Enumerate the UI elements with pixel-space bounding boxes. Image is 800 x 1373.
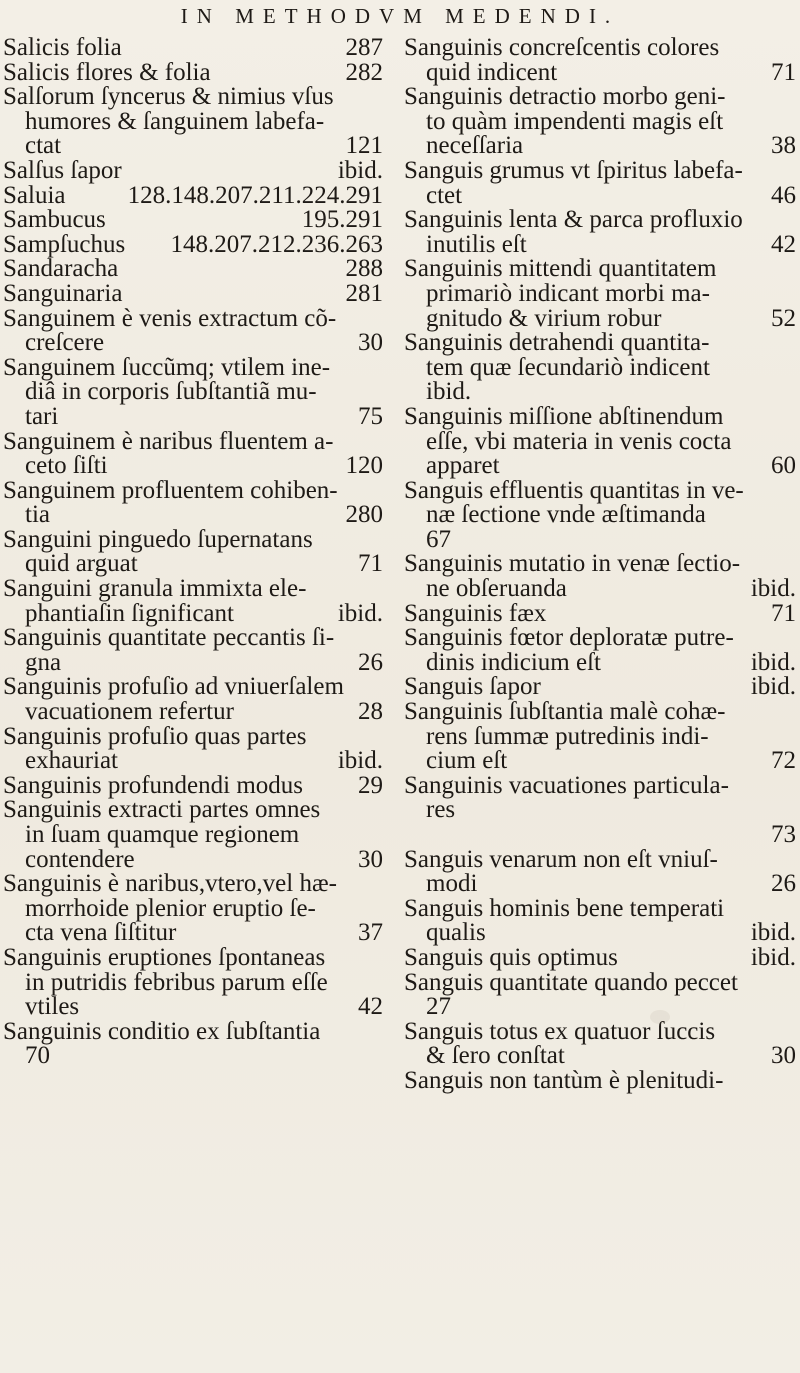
entry-headword: Sanguis effluentis quantitas in ve-	[404, 476, 744, 504]
entry-continuation: ctat	[25, 132, 62, 160]
entry-headword: Saluia	[3, 181, 66, 209]
index-entry	[3, 85, 383, 159]
entry-headword: Sanguinis miſſione abſtinendum	[404, 402, 724, 430]
entry-headword: Sanguis non tantùm è plenitudi-	[404, 1066, 724, 1094]
entry-headword: Sanguis quis optimus	[404, 943, 618, 971]
entry-continuation: gna	[25, 648, 62, 676]
entry-headword: Sanguinis profuſio quas partes	[3, 722, 307, 750]
entry-continuation: primariò indicant morbi ma-	[426, 279, 710, 307]
index-entry	[3, 181, 383, 209]
index-entry	[3, 798, 383, 872]
page-reference: 195.291	[301, 206, 383, 234]
entry-continuation: gnitudo & virium robur	[426, 304, 662, 332]
page-reference: 38	[771, 132, 796, 160]
entry-headword: Sanguinis profundendi modus	[3, 771, 303, 799]
page-reference: 30	[358, 329, 383, 357]
index-entry	[404, 1066, 796, 1094]
index-entry	[3, 279, 383, 307]
page-reference: 148.207.212.236.263	[170, 230, 383, 258]
entry-headword: Sanguini granula immixta ele-	[3, 575, 307, 603]
page-reference: 42	[358, 993, 383, 1021]
entry-continuation: in putridis febribus parum eſſe	[25, 968, 328, 996]
entry-continuation: cium eſt	[426, 747, 508, 775]
index-entry	[3, 722, 383, 775]
index-entry	[404, 402, 796, 480]
entry-headword: Sanguinem è naribus fluentem a-	[3, 427, 334, 455]
page-reference: 120	[345, 452, 383, 480]
entry-headword: Sanguinis vacuationes particula-	[404, 771, 729, 799]
entry-continuation: 27	[426, 993, 451, 1021]
page-reference: 71	[771, 58, 796, 86]
entry-headword: Sanguinis fœtor deploratæ putre-	[404, 624, 734, 652]
page-reference: 52	[771, 304, 796, 332]
entry-continuation: neceſſaria	[426, 132, 524, 160]
entry-headword: Salicis flores & folia	[3, 58, 211, 86]
index-entry	[3, 427, 383, 480]
page-reference: 287	[345, 34, 383, 61]
entry-continuation: vacuationem refertur	[25, 698, 234, 726]
paper-stain	[650, 1010, 670, 1024]
entry-headword: Sanguinis extracti partes omnes	[3, 796, 321, 824]
page-reference: 72	[771, 747, 796, 775]
entry-continuation: cta vena ſiſtitur	[25, 919, 177, 947]
running-header: IN METHODVM MEDENDI.	[180, 4, 620, 28]
entry-headword: Sanguinis mutatio in venæ ſectio-	[404, 550, 741, 578]
entry-headword: Sanguis ſapor	[404, 673, 541, 701]
index-entry	[3, 476, 383, 529]
entry-headword: Sanguinis profuſio ad vniuerſalem	[3, 673, 344, 701]
index-entry	[404, 331, 796, 405]
index-entry	[3, 353, 383, 430]
page-reference: ibid.	[337, 156, 383, 184]
page-reference: 280	[345, 501, 383, 529]
entry-continuation: exhauriat	[25, 747, 119, 775]
index-entry	[3, 58, 383, 86]
index-entry	[3, 208, 383, 233]
page-reference: ibid.	[750, 943, 796, 971]
page-reference: 282	[345, 58, 383, 86]
index-entry	[404, 968, 796, 1021]
entry-continuation: eſſe, vbi materia in venis cocta	[426, 427, 732, 455]
entry-continuation: quid arguat	[25, 550, 138, 578]
page-reference: 29	[358, 771, 383, 799]
entry-continuation: 70	[25, 1042, 50, 1070]
entry-continuation: vtiles	[25, 993, 80, 1021]
index-entry	[3, 771, 383, 799]
entry-continuation: & ſero conſtat	[426, 1042, 565, 1070]
entry-headword: Sanguis quantitate quando peccet	[404, 968, 738, 996]
entry-headword: Sanguinem profluentem cohiben-	[3, 476, 338, 504]
entry-continuation: contendere	[25, 845, 135, 873]
page-reference: ibid.	[750, 648, 796, 676]
index-entry	[404, 675, 796, 700]
page-reference: 26	[358, 648, 383, 676]
page-reference: 121	[345, 132, 383, 160]
entry-continuation: phantiaſin ſignificant	[25, 599, 234, 627]
index-entry	[404, 771, 796, 848]
index-entry	[404, 1017, 796, 1070]
entry-continuation: in ſuam quamque regionem	[25, 821, 300, 848]
entry-headword: Sandaracha	[3, 255, 119, 283]
index-entry	[3, 36, 383, 61]
entry-headword: Sanguinis fæx	[404, 599, 547, 627]
index-entry	[404, 85, 796, 159]
index-entry	[3, 577, 383, 626]
entry-headword: Sanguinis eruptiones ſpontaneas	[3, 943, 326, 971]
index-entry	[404, 36, 796, 85]
entry-continuation: tem quæ ſecundariò indicent	[426, 353, 710, 381]
entry-headword: Sanguinis quantitate peccantis ſi-	[3, 624, 335, 652]
index-entry	[3, 626, 383, 675]
entry-continuation: creſcere	[25, 329, 105, 357]
entry-continuation: modi	[426, 870, 478, 898]
index-column-left	[3, 36, 383, 1069]
entry-continuation: morrhoide plenior eruptio ſe-	[25, 894, 316, 922]
page-reference: ibid.	[750, 673, 796, 701]
entry-continuation: humores & ſanguinem labefa-	[25, 107, 325, 135]
page-reference: 128.148.207.211.224.291	[127, 181, 383, 209]
entry-continuation: rens ſummæ putredinis indi-	[426, 722, 709, 750]
index-entry	[3, 525, 383, 578]
index-entry	[3, 872, 383, 946]
index-entry	[404, 894, 796, 947]
page-reference: 71	[358, 550, 383, 578]
index-entry	[404, 257, 796, 331]
entry-continuation: diâ in corporis ſubſtantiã mu-	[25, 378, 317, 406]
entry-headword: Sanguinis lenta & parca profluxio	[404, 206, 743, 234]
entry-continuation: res	[426, 796, 456, 824]
entry-headword: Sanguini pinguedo ſupernatans	[3, 525, 313, 553]
entry-continuation: qualis	[426, 919, 486, 947]
entry-headword: Salſorum ſyncerus & nimius vſus	[3, 83, 334, 111]
entry-continuation: ceto ſiſti	[25, 452, 108, 480]
entry-continuation: næ ſectione vnde æſtimanda	[426, 501, 706, 529]
entry-continuation: inutilis eſt	[426, 230, 527, 258]
index-entry	[3, 257, 383, 282]
page-reference: ibid.	[750, 919, 796, 947]
entry-continuation: tari	[25, 402, 59, 430]
entry-headword: Salſus ſapor	[3, 156, 122, 184]
index-entry	[404, 626, 796, 675]
page-reference: 30	[771, 1042, 796, 1070]
index-entry	[3, 304, 383, 357]
entry-headword: Sanguinis conditio ex ſubſtantia	[3, 1017, 321, 1045]
page-reference: 60	[771, 452, 796, 480]
page-reference: 71	[771, 599, 796, 627]
entry-continuation: ctet	[426, 181, 463, 209]
page-reference: 73	[771, 821, 796, 848]
entry-headword: Sanguinem è venis extractum cõ-	[3, 304, 337, 332]
page-reference: 26	[771, 870, 796, 898]
entry-continuation: dinis indicium eſt	[426, 648, 601, 676]
page-reference: 281	[345, 279, 383, 307]
entry-headword: Sanguis hominis bene temperati	[404, 894, 725, 922]
entry-continuation: ne obſeruanda	[426, 575, 567, 603]
entry-headword: Sanguinis detractio morbo geni-	[404, 83, 726, 111]
index-entry	[3, 156, 383, 184]
index-entry	[3, 1017, 383, 1070]
entry-continuation: tia	[25, 501, 50, 529]
entry-headword: Sanguinem ſuccũmq; vtilem ine-	[3, 353, 331, 381]
index-entry	[404, 599, 796, 627]
page-reference: ibid.	[337, 747, 383, 775]
page-reference: 42	[771, 230, 796, 258]
index-entry	[404, 943, 796, 971]
index-entry	[404, 845, 796, 898]
index-entry	[404, 700, 796, 774]
entry-headword: Sanguinis detrahendi quantita-	[404, 329, 710, 357]
index-entry	[404, 476, 796, 553]
entry-headword: Sanguinis è naribus,vtero,vel hæ-	[3, 870, 337, 898]
entry-headword: Sanguis venarum non eſt vniuſ-	[404, 845, 718, 873]
index-entry	[3, 943, 383, 1021]
page-reference: 288	[345, 255, 383, 283]
entry-headword: Sanguis totus ex quatuor ſuccis	[404, 1017, 716, 1045]
page-reference: ibid.	[750, 575, 796, 603]
entry-continuation: ibid.	[426, 378, 472, 406]
entry-headword: Sanguis grumus vt ſpiritus labefa-	[404, 156, 743, 184]
entry-headword: Sanguinis concreſcentis colores	[404, 34, 720, 61]
page-reference: 37	[358, 919, 383, 947]
page-reference: 46	[771, 181, 796, 209]
index-entry	[404, 208, 796, 257]
index-entry	[3, 675, 383, 724]
entry-headword: Sanguinis mittendi quantitatem	[404, 255, 717, 283]
entry-headword: Sampſuchus	[3, 230, 126, 258]
entry-continuation: to quàm impendenti magis eſt	[426, 107, 724, 135]
index-entry	[404, 552, 796, 601]
index-column-right	[404, 36, 796, 1094]
index-entry	[404, 156, 796, 209]
entry-headword: Sambucus	[3, 206, 106, 234]
entry-continuation: apparet	[426, 452, 500, 480]
entry-continuation: quid indicent	[426, 58, 558, 86]
entry-continuation: 67	[426, 525, 451, 553]
entry-headword: Sanguinaria	[3, 279, 123, 307]
entry-headword: Sanguinis ſubſtantia malè cohæ-	[404, 698, 726, 726]
page-reference: 28	[358, 698, 383, 726]
page-reference: 75	[358, 402, 383, 430]
page-reference: ibid.	[337, 599, 383, 627]
page-reference: 30	[358, 845, 383, 873]
index-entry	[3, 230, 383, 258]
entry-headword: Salicis folia	[3, 34, 122, 61]
